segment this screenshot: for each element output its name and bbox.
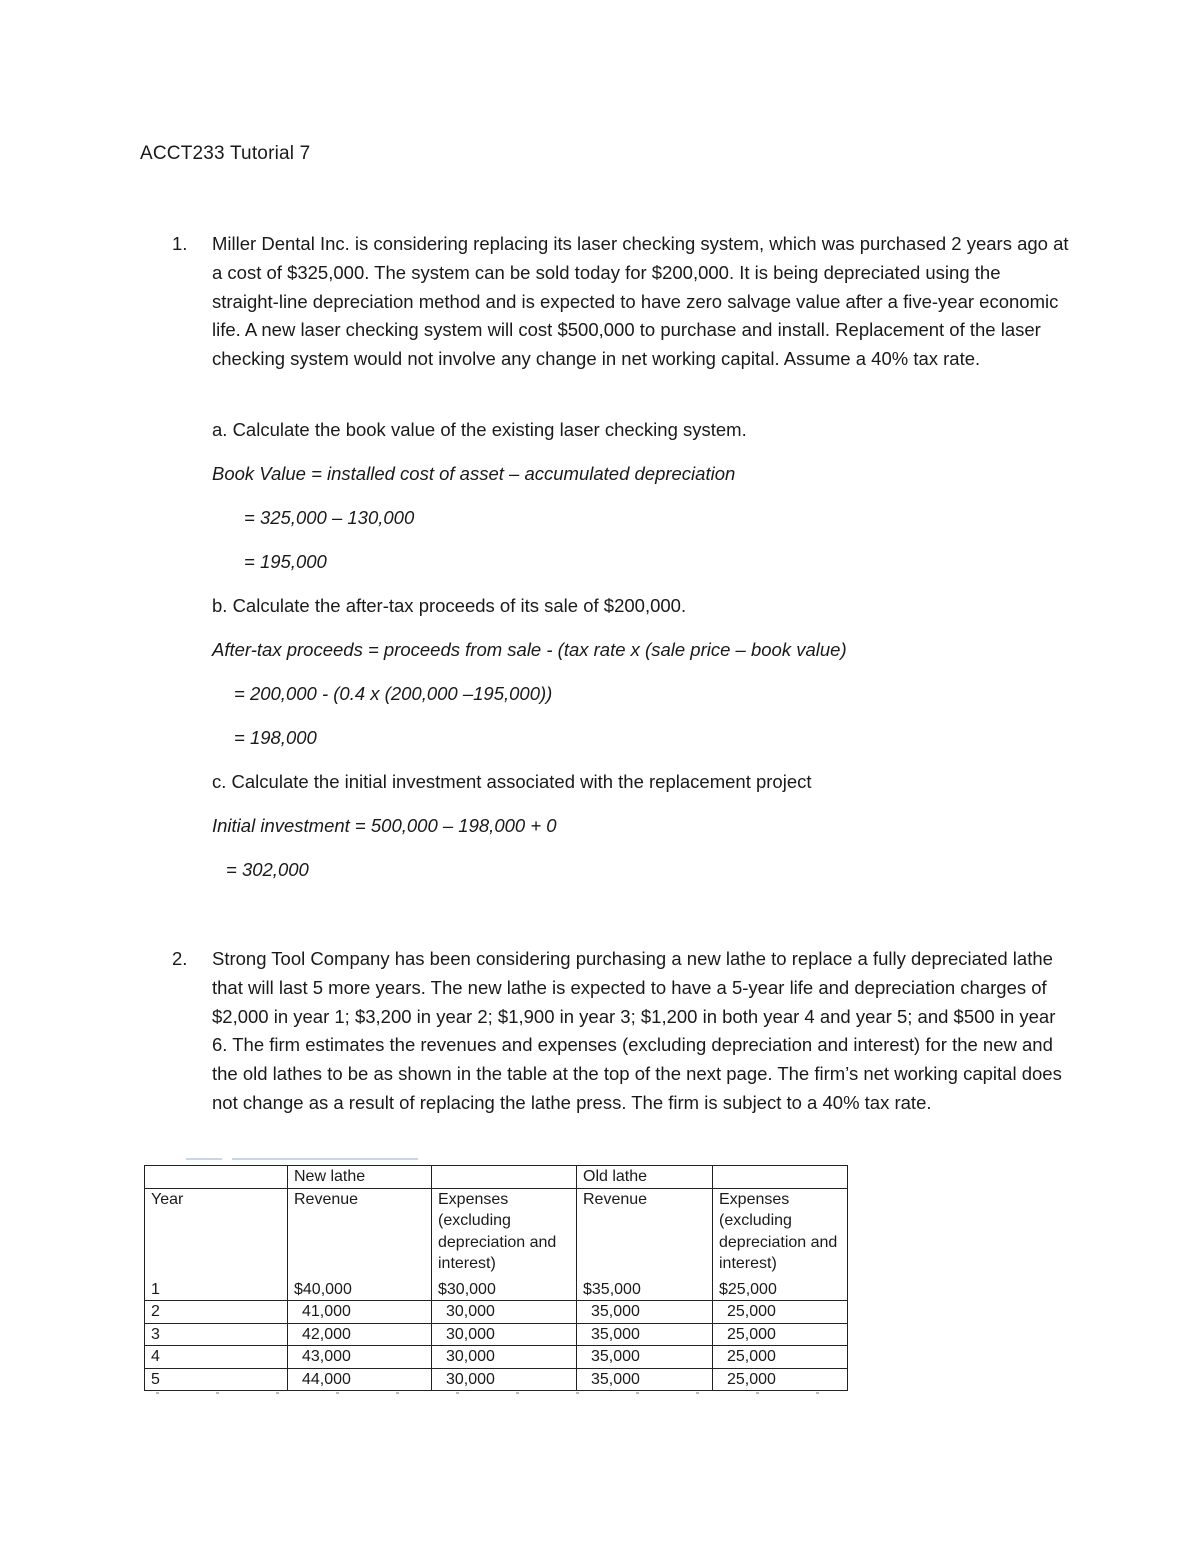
decorative-underline: [232, 1158, 418, 1160]
table-header-empty: [145, 1166, 288, 1189]
table-group-old-lathe: Old lathe: [577, 1166, 713, 1189]
q1-part-c-question: c. Calculate the initial investment associated with the replacement project: [212, 771, 812, 792]
table-cell-year: 3: [145, 1323, 288, 1346]
table-cell-new-revenue: 41,000: [288, 1301, 432, 1324]
table-cell-old-expenses: 25,000: [713, 1368, 848, 1391]
table-cell-old-revenue: 35,000: [577, 1368, 713, 1391]
table-group-new-lathe: New lathe: [288, 1166, 432, 1189]
q1-part-a-step-2: = 195,000: [244, 551, 327, 572]
table-header-empty: [432, 1166, 577, 1189]
q1-part-c-step-1: = 302,000: [226, 859, 309, 880]
document-title: ACCT233 Tutorial 7: [140, 143, 311, 164]
table-cell-new-expenses: 30,000: [432, 1368, 577, 1391]
table-cell-new-expenses: 30,000: [432, 1346, 577, 1369]
table-column-header-row: [145, 1188, 848, 1279]
table-header-new-revenue: Revenue: [288, 1188, 432, 1279]
table-cell-old-revenue: 35,000: [577, 1323, 713, 1346]
question-2: [172, 945, 1072, 1118]
table-cell-new-revenue: 44,000: [288, 1368, 432, 1391]
table-cell-year: 4: [145, 1346, 288, 1369]
table-header-empty: [713, 1166, 848, 1189]
q1-part-c-formula: Initial investment = 500,000 – 198,000 + 0: [212, 815, 557, 836]
table-cell-old-revenue: 35,000: [577, 1346, 713, 1369]
table-header-year: Year: [145, 1188, 288, 1279]
table-cell-year: 1: [145, 1279, 288, 1301]
table-cell-old-expenses: 25,000: [713, 1323, 848, 1346]
table-cell-year: 5: [145, 1368, 288, 1391]
table-cell-new-revenue: $40,000: [288, 1279, 432, 1301]
q1-part-b-step-2: = 198,000: [234, 727, 317, 748]
table-header-old-expenses: Expenses (excluding depreciation and interest): [713, 1188, 848, 1279]
table-row: [145, 1368, 848, 1391]
table-row: [145, 1279, 848, 1301]
table-cell-old-expenses: 25,000: [713, 1346, 848, 1369]
q1-part-a-formula: Book Value = installed cost of asset – accumulated depreciation: [212, 463, 736, 484]
question-2-number: 2.: [172, 948, 188, 969]
q1-part-a-question: a. Calculate the book value of the existing laser checking system.: [212, 419, 747, 440]
decorative-underline: [186, 1158, 222, 1160]
table-cell-old-revenue: $35,000: [577, 1279, 713, 1301]
table-group-header-row: [145, 1166, 848, 1189]
table-cell-new-revenue: 42,000: [288, 1323, 432, 1346]
table-cell-new-expenses: 30,000: [432, 1301, 577, 1324]
q1-part-a-step-1: = 325,000 – 130,000: [244, 507, 415, 528]
table-cell-year: 2: [145, 1301, 288, 1324]
page-cut-off-text-fragment: [156, 1392, 836, 1394]
table-row: [145, 1323, 848, 1346]
table-row: [145, 1346, 848, 1369]
question-1-number: 1.: [172, 233, 188, 254]
table-cell-old-expenses: 25,000: [713, 1301, 848, 1324]
table-header-new-expenses: Expenses (excluding depreciation and interest): [432, 1188, 577, 1279]
table-row: [145, 1301, 848, 1324]
table-header-old-revenue: Revenue: [577, 1188, 713, 1279]
table-cell-new-expenses: $30,000: [432, 1279, 577, 1301]
question-2-text: Strong Tool Company has been considering purchasing a new lathe to replace a fully depreciated lathe that will last 5 more years. The new lathe is expected to have a 5-year life and depreciation charges of $2,000 in year 1; $3,200 in year 2; $1,900 in year 3; $1,200 in both year 4 and year 5; and $500 in year 6. The firm estimates the revenues and expenses (excluding depreciation and interest) for the new and the old lathes to be as shown in the table at the top of the next page. The firm’s net working capital does not change as a result of replacing the lathe press. The firm is subject to a 40% tax rate.: [212, 948, 1062, 1113]
question-1: [172, 230, 1072, 374]
lathe-data-table: [144, 1165, 848, 1391]
table-cell-new-expenses: 30,000: [432, 1323, 577, 1346]
question-1-text: Miller Dental Inc. is considering replacing its laser checking system, which was purchased 2 years ago at a cost of $325,000. The system can be sold today for $200,000. It is being depreciated using the straight-line depreciation method and is expected to have zero salvage value after a five-year economic life. A new laser checking system will cost $500,000 to purchase and install. Replacement of the laser checking system would not involve any change in net working capital. Assume a 40% tax rate.: [212, 233, 1069, 370]
q1-part-b-step-1: = 200,000 - (0.4 x (200,000 –195,000)): [234, 683, 553, 704]
table-cell-old-revenue: 35,000: [577, 1301, 713, 1324]
q1-part-b-formula: After-tax proceeds = proceeds from sale - (tax rate x (sale price – book value): [212, 639, 847, 660]
table-cell-old-expenses: $25,000: [713, 1279, 848, 1301]
q1-part-b-question: b. Calculate the after-tax proceeds of its sale of $200,000.: [212, 595, 687, 616]
table-cell-new-revenue: 43,000: [288, 1346, 432, 1369]
